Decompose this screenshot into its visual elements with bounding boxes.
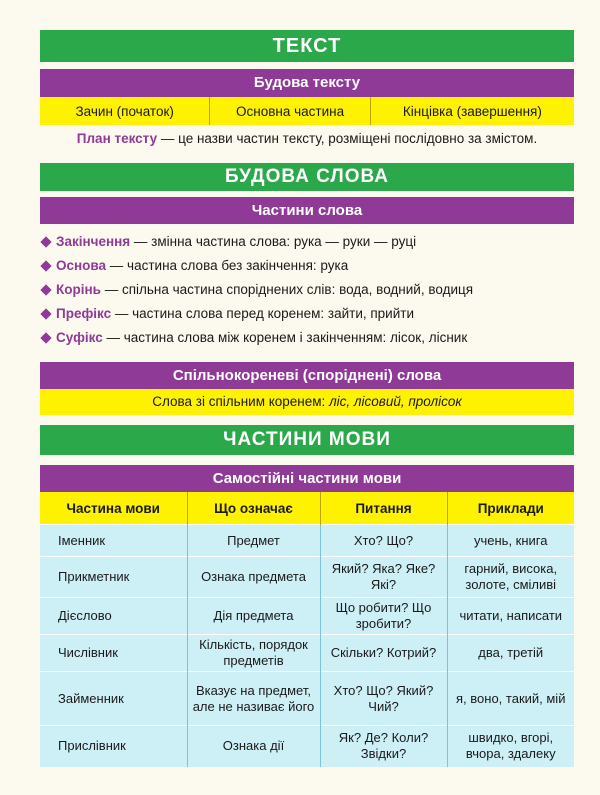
cell-meaning: Предмет: [187, 525, 320, 557]
item-term: Закінчення: [56, 234, 131, 249]
cognates-examples: ліс, лісовий, пролісок: [329, 394, 462, 409]
list-item: [40, 230, 574, 254]
header-part: Частина мови: [40, 492, 187, 525]
text-part-ending: Кінцівка (завершення): [402, 103, 542, 119]
cell-questions: Хто? Що?: [320, 525, 447, 557]
cell-part: Іменник: [40, 525, 187, 557]
header-questions: Питання: [320, 492, 447, 525]
plan-text: — це назви частин тексту, розміщені послідовно за змістом.: [157, 131, 538, 146]
cell-questions: Хто? Що? Який? Чий?: [320, 672, 447, 726]
plan-term: План тексту: [76, 131, 158, 146]
cell-part: Прикметник: [40, 557, 187, 598]
word-parts-list: [40, 230, 574, 350]
cell-meaning: Ознака предмета: [187, 557, 320, 598]
item-term: Основа: [56, 258, 107, 273]
item-text: — спільна частина споріднених слів: вода, водний, водиця: [100, 282, 474, 297]
word-parts-title: Частини слова: [40, 197, 574, 224]
cell-meaning: Дія предмета: [187, 598, 320, 635]
item-text: — частина слова без закінчення: рука: [106, 258, 349, 273]
table-row: [40, 525, 574, 557]
header-meaning: Що означає: [187, 492, 320, 525]
item-term: Суфікс: [56, 330, 103, 345]
diamond-bullet-icon: [40, 332, 51, 343]
list-item: [40, 278, 574, 302]
cell-examples: швидко, вгорі, вчора, здалеку: [447, 726, 574, 767]
text-parts-row: [40, 97, 574, 125]
cell-part: Дієслово: [40, 598, 187, 635]
diamond-bullet-icon: [40, 284, 51, 295]
cell-part: Числівник: [40, 635, 187, 672]
table-row: [40, 635, 574, 672]
list-item: [40, 302, 574, 326]
table-row: [40, 672, 574, 726]
text-plan-definition: [40, 131, 574, 146]
cognates-title: Спільнокореневі (споріднені) слова: [40, 362, 574, 389]
text-structure-title: Будова тексту: [40, 69, 574, 97]
diamond-bullet-icon: [40, 260, 51, 271]
item-term: Корінь: [56, 282, 101, 297]
item-text: — частина слова перед коренем: зайти, прийти: [111, 306, 414, 321]
item-term: Префікс: [56, 306, 112, 321]
diamond-bullet-icon: [40, 308, 51, 319]
table-row: [40, 598, 574, 635]
cell-questions: Як? Де? Коли? Звідки?: [320, 726, 447, 767]
text-part-intro: Зачин (початок): [40, 97, 210, 125]
parts-of-speech-table: [40, 492, 574, 767]
cell-questions: Скільки? Котрий?: [320, 635, 447, 672]
header-examples: Приклади: [447, 492, 574, 525]
word-section-title: БУДОВА СЛОВА: [40, 163, 574, 191]
text-part-main: Основна частина: [210, 97, 370, 125]
cognates-text: Слова зі спільним коренем:: [152, 394, 330, 409]
cell-examples: читати, написати: [447, 598, 574, 635]
table-header-row: [40, 492, 574, 525]
diamond-bullet-icon: [40, 236, 51, 247]
cell-examples: я, воно, такий, мій: [447, 672, 574, 726]
item-text: — змінна частина слова: рука — руки — руці: [130, 234, 417, 249]
cell-examples: учень, книга: [447, 525, 574, 557]
cell-meaning: Кількість, порядок предметів: [187, 635, 320, 672]
cell-examples: гарний, висока, золоте, сміливі: [447, 557, 574, 598]
cognates-definition: [40, 389, 574, 415]
cell-examples: два, третій: [447, 635, 574, 672]
cell-part: Займенник: [40, 672, 187, 726]
cell-meaning: Вказує на предмет, але не називає його: [187, 672, 320, 726]
cell-meaning: Ознака дії: [187, 726, 320, 767]
cell-questions: Що робити? Що зробити?: [320, 598, 447, 635]
text-section-title: ТЕКСТ: [40, 30, 574, 62]
table-row: [40, 557, 574, 598]
item-text: — частина слова між коренем і закінченням: лісок, лісник: [102, 330, 468, 345]
pos-table-title: Самостійні частини мови: [40, 465, 574, 492]
cell-part: Прислівник: [40, 726, 187, 767]
cell-questions: Який? Яка? Яке? Які?: [320, 557, 447, 598]
list-item: [40, 326, 574, 350]
pos-section-title: ЧАСТИНИ МОВИ: [40, 425, 574, 455]
list-item: [40, 254, 574, 278]
table-row: [40, 726, 574, 767]
